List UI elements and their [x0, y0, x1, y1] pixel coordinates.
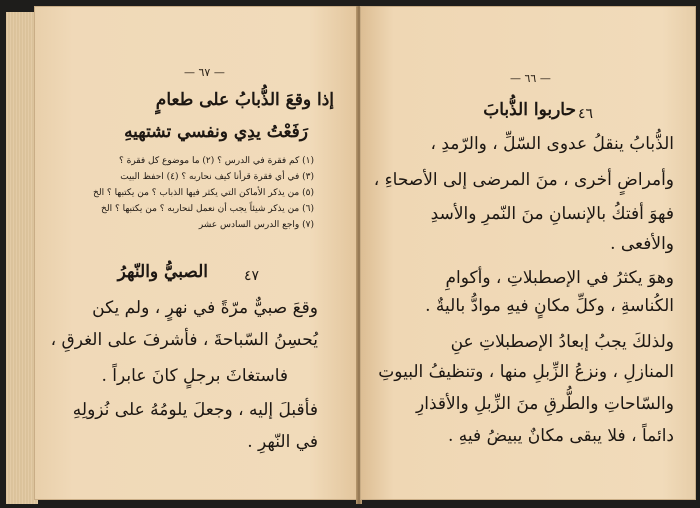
right-body-line-6: الكُناسةِ ، وكلِّ مكانٍ فيهِ موادُّ باليةٌ . — [425, 296, 674, 316]
left-body-line-3: فاستغاثَ برجلٍ كانَ عابراً . — [101, 366, 288, 386]
left-body-line-4: فأقبلَ إليه ، وجعلَ يلومُهُ على نُزولِهِ — [72, 400, 318, 420]
right-body-line-8: المنازلِ ، ونزعُ الزِّبلِ منها ، وتنظيفُ البيوتِ — [378, 362, 674, 382]
question-4: (٦) من يذكر شيئاً يجب أن نعمل لنحاربه ؟ من يكتبها ؟ الخ — [101, 204, 314, 214]
question-5: (٧) واجع الدرس السادس عشر — [198, 220, 314, 230]
right-page — [360, 6, 696, 500]
right-body-line-3: فهوَ أفتكُ بالإنسانِ منَ النّمرِ والأسدِ — [430, 204, 674, 224]
right-body-line-7: ولذلكَ يجبُ إبعادُ الإصطبلاتِ عنِ — [450, 332, 674, 352]
question-2: (٣) في أي فقرة قرأنا كيف نحاربه ؟ (٤) احفظ البيت — [120, 172, 314, 182]
left-body-line-1: وقعَ صبيٌّ مرّةً في نهرٍ ، ولم يكن — [92, 298, 318, 318]
right-body-line-5: وهوَ يكثرُ في الإصطبلاتِ ، وأكوامِ — [445, 268, 674, 288]
lesson-46-title: حاربوا الذُّبابَ — [483, 100, 576, 120]
lesson-47-title: الصبيُّ والنّهرُ — [117, 262, 208, 282]
right-body-line-4: والأفعى . — [610, 234, 674, 254]
question-1: (١) كم فقرة في الدرس ؟ (٢) ما موضوع كل فقرة ؟ — [118, 156, 314, 166]
left-body-line-5: في النّهرِ . — [247, 432, 318, 452]
poem-line-2: رَفَعْتُ يدِي ونفسي تشتهيهِ — [124, 122, 308, 142]
right-body-line-2: وأمراضٍ أخرى ، منَ المرضى إلى الأصحاءِ ، — [373, 170, 674, 190]
right-body-line-9: والسّاحاتِ والطُّرقِ منَ الزِّبلِ والأقذارِ — [416, 394, 674, 414]
right-body-line-10: دائماً ، فلا يبقى مكانٌ يبيضُ فيهِ . — [448, 426, 674, 446]
open-book — [6, 6, 696, 504]
left-body-line-2: يُحسِنُ السّباحةَ ، فأشرفَ على الغرقِ ، — [50, 330, 318, 350]
left-page — [34, 6, 358, 500]
poem-title: إذا وقعَ الذُّبابُ على طعامٍ — [155, 90, 334, 110]
lesson-47-number: ٤٧ — [244, 268, 260, 284]
lesson-46-number: ٤٦ — [578, 106, 594, 122]
right-body-line-1: الذُّبابُ ينقلُ عدوى السّلِّ ، والرّمدِ ، — [430, 134, 674, 154]
left-page-number: — ٦٧ — — [184, 66, 225, 79]
right-page-number: — ٦٦ — — [510, 72, 551, 85]
question-3: (٥) من يذكر الأماكن التي يكثر فيها الذباب ؟ من يكتبها ؟ الخ — [93, 188, 314, 198]
